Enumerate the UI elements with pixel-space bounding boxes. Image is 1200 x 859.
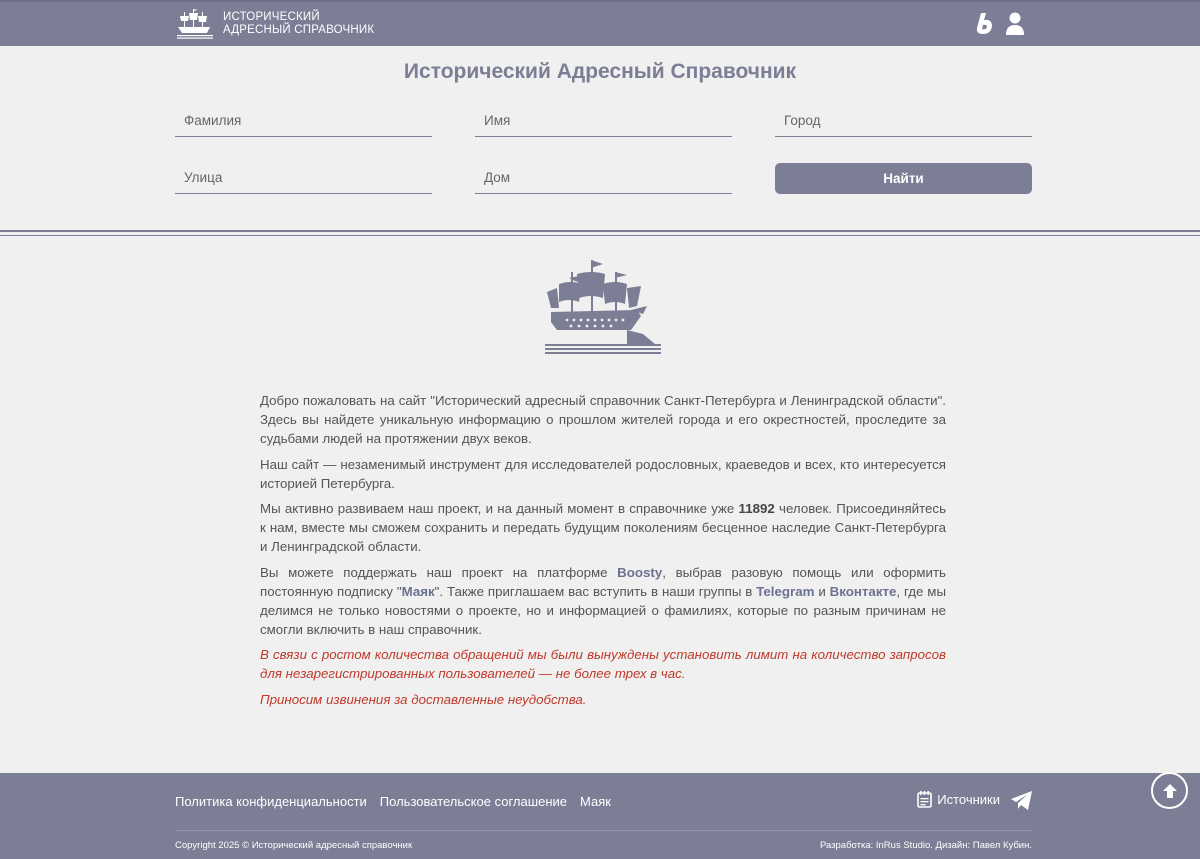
welcome-text [260, 391, 946, 715]
footer-divider [175, 830, 1032, 831]
notepad-icon [917, 791, 932, 808]
support-text-c: ". Также приглашаем вас вступить в наши группы в [434, 583, 757, 599]
scroll-to-top-button[interactable] [1151, 772, 1188, 809]
section-divider-top [0, 230, 1200, 232]
sources-label: Источники [937, 792, 1000, 807]
name-input[interactable] [475, 105, 732, 137]
apology-notice: Приносим извинения за доставленные неудобства. [260, 691, 587, 707]
audience-paragraph: Наш сайт — незаменимый инструмент для исследователей родословных, краеведов и всех, кто интересуется историей Петербурга. [260, 456, 946, 491]
copyright-text: Copyright 2025 © Исторический адресный справочник [175, 840, 413, 851]
site-logo[interactable] [176, 8, 374, 40]
header-icons [975, 12, 1025, 36]
support-paragraph [260, 563, 946, 639]
user-icon[interactable] [1005, 12, 1025, 36]
surname-input[interactable] [175, 105, 432, 137]
logo-text [223, 11, 374, 37]
credits-text: Разработка: InRus Studio. Дизайн: Павел Кубин. [819, 840, 1032, 851]
logo-line-2: АДРЕСНЫЙ СПРАВОЧНИК [223, 24, 375, 36]
support-text-d: и [814, 583, 830, 599]
footer [0, 773, 1200, 859]
stats-text-before: Мы активно развиваем наш проект, и на данный момент в справочнике уже [260, 501, 739, 516]
house-input[interactable] [475, 162, 732, 194]
user-agreement-link[interactable]: Пользовательское соглашение [379, 794, 568, 809]
mayak-link[interactable]: Маяк [401, 583, 435, 599]
footer-links [175, 794, 611, 809]
boosty-link[interactable]: Boosty [617, 564, 663, 580]
city-input[interactable] [775, 105, 1032, 137]
telegram-link[interactable]: Telegram [756, 583, 815, 599]
support-text-b: , выбрав разовую помощь или оформить постоянную подписку " [260, 564, 946, 599]
rate-limit-notice: В связи с ростом количества обращений мы были вынуждены установить лимит на количество запросов для незарегистрированных пользователей — не более трех в час. [260, 647, 946, 681]
search-button[interactable]: Найти [775, 163, 1032, 194]
vkontakte-link[interactable]: Вконтакте [829, 583, 897, 599]
top-navbar [0, 0, 1200, 46]
stats-text-after: человек. Присоединяйтесь к нам, вместе мы сможем сохранить и передать будущим поколениям бесценное наследие Санкт-Петербурга и Ленинградской области. [260, 501, 947, 554]
footer-mayak-link[interactable]: Маяк [580, 794, 611, 809]
telegram-icon[interactable] [1011, 791, 1032, 810]
sources-link[interactable] [917, 791, 1000, 808]
stats-paragraph [260, 499, 946, 556]
street-input[interactable] [175, 162, 432, 194]
support-text-e: , где мы делимся не только новостями о проекте, но и информацией о фамилиях, которые по разным причинам не смогли включить в наш справочник. [260, 583, 946, 637]
privacy-policy-link[interactable]: Политика конфиденциальности [175, 794, 367, 809]
intro-paragraph: Добро пожаловать на сайт "Исторический адресный справочник Санкт-Петербурга и Ленинградской области". Здесь вы найдете уникальную информацию о прошлом жителей города и его окрестностей, проследите за судьбами людей на протяжении двух веков. [260, 393, 946, 446]
ship-logo-icon [176, 8, 214, 40]
boosty-icon[interactable] [975, 12, 995, 36]
support-text-a: Вы можете поддержать наш проект на платформе [260, 564, 618, 580]
page-title: Исторический Адресный Справочник [403, 60, 797, 83]
arrow-up-icon [1162, 783, 1178, 799]
person-count: 11892 [738, 501, 775, 516]
logo-line-1: ИСТОРИЧЕСКИЙ [223, 11, 320, 23]
section-divider-bottom [0, 235, 1200, 236]
ship-illustration-icon [543, 258, 663, 354]
